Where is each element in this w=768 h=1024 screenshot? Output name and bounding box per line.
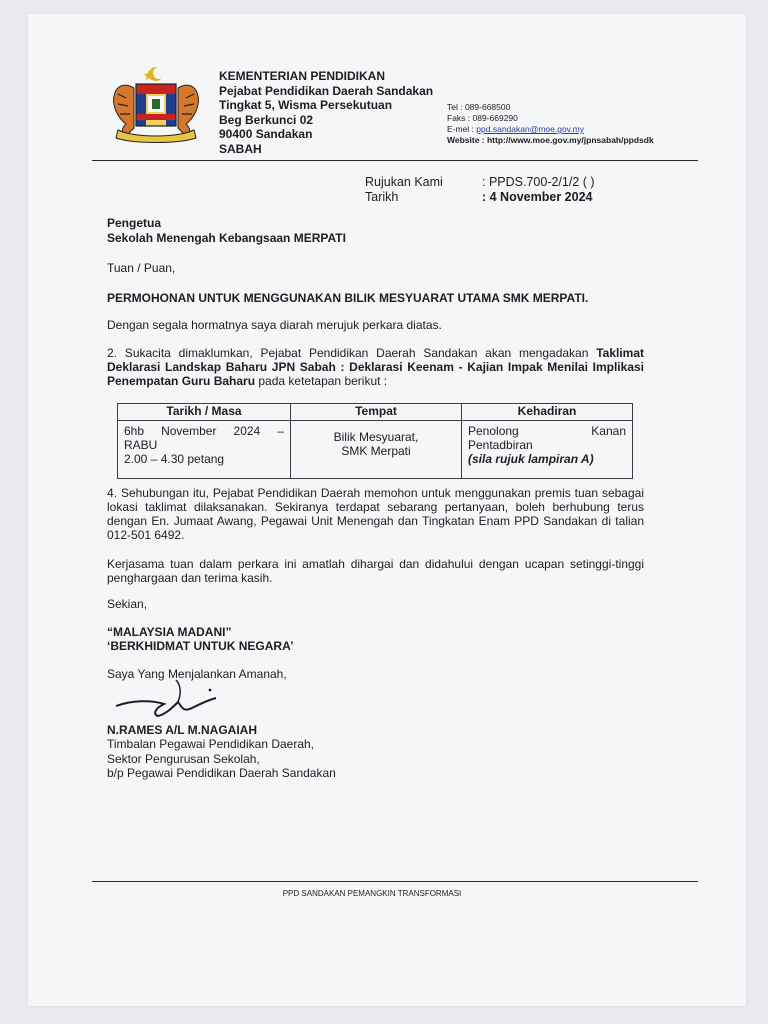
col-header-attendance: Kehadiran xyxy=(462,404,633,421)
signer-sector: Sektor Pengurusan Sekolah, xyxy=(107,752,260,766)
date-year: 2024 xyxy=(233,424,261,438)
ministry-name: KEMENTERIAN PENDIDIKAN xyxy=(219,69,386,83)
website-line[interactable]: Website : http://www.moe.gov.my/jpnsabah/ppdsdk xyxy=(447,135,654,145)
date-value: : 4 November 2024 xyxy=(482,190,593,204)
school-prefix: Sekolah Menengah Kebangsaan xyxy=(107,231,294,245)
closing: Sekian, xyxy=(107,597,148,611)
office-name: Pejabat Pendidikan Daerah Sandakan xyxy=(219,83,434,98)
address-line: Beg Berkunci 02 xyxy=(219,112,314,127)
opening-paragraph: Dengan segala hormatnya saya diarah merujuk perkara diatas. xyxy=(107,318,442,332)
place-line: Bilik Mesyuarat, xyxy=(333,430,419,444)
school-name: MERPATI xyxy=(293,231,346,245)
paragraph-4: 4. Sehubungan itu, Pejabat Pendidikan Daerah memohon untuk menggunakan premis tuan sebagai lokasi taklimat dilaksanakan. Sekiranya terdapat sebarang pertanyaan, boleh berhubung terus dengan En. Jumaat Awang, Pegawai Unit Menengah dan Tingkatan Enam PPD Sandakan di talian 012-501 6492. xyxy=(107,486,644,542)
date-month: November xyxy=(161,424,217,438)
attendance-word: Kanan xyxy=(591,424,626,438)
reference-labels xyxy=(365,175,443,205)
cell-attendance xyxy=(462,421,633,479)
email-label: E-mel : xyxy=(447,124,474,134)
fax-line: Faks : 089-669290 xyxy=(447,113,518,123)
date-label: Tarikh xyxy=(365,190,399,204)
paragraph-5: Kerjasama tuan dalam perkara ini amatlah dihargai dan didahului dengan ucapan setinggi-tinggi penghargaan dan terima kasih. xyxy=(107,557,644,585)
attendance-word: Penolong xyxy=(468,424,519,438)
signer-title: Timbalan Pegawai Pendidikan Daerah, xyxy=(107,737,315,751)
email-line xyxy=(447,124,654,135)
tel-line: Tel : 089-668500 xyxy=(447,102,511,112)
letterhead-address xyxy=(219,69,433,156)
subject-line: PERMOHONAN UNTUK MENGGUNAKAN BILIK MESYUARAT UTAMA SMK MERPATI. xyxy=(107,291,589,305)
trust-line: Saya Yang Menjalankan Amanah, xyxy=(107,667,287,681)
reference-values xyxy=(482,175,595,205)
footer-divider xyxy=(92,881,698,882)
time-range: 2.00 – 4.30 petang xyxy=(124,452,225,466)
paragraph-2-intro: 2. Sukacita dimaklumkan, Pejabat Pendidikan Daerah Sandakan akan mengadakan xyxy=(107,346,589,360)
table-header-row xyxy=(118,404,633,421)
schedule-table xyxy=(117,403,633,479)
signer-name: N.RAMES A/L M.NAGAIAH xyxy=(107,723,257,737)
date-dash: – xyxy=(277,424,284,438)
paragraph-2-tail: pada ketetapan berikut : xyxy=(255,374,388,388)
col-header-place: Tempat xyxy=(291,404,462,421)
recipient-school xyxy=(107,231,346,246)
cell-date-time xyxy=(118,421,291,479)
attendance-line: Pentadbiran xyxy=(468,438,533,452)
reference-label: Rujukan Kami xyxy=(365,175,443,189)
letterhead-contact xyxy=(447,102,654,146)
date-day: 6hb xyxy=(124,424,145,438)
address-line: 90400 Sandakan xyxy=(219,127,313,141)
reference-value: : PPDS.700-2/1/2 ( ) xyxy=(482,175,595,189)
paragraph-2-event: Taklimat Deklarasi Landskap Baharu JPN Sabah : Deklarasi Keenam - Kajian Impak Menilai Implikasi Penempatan Guru Baharu xyxy=(107,346,644,388)
cell-place xyxy=(291,421,462,479)
header-divider xyxy=(92,160,698,161)
footer-motto: PPD SANDAKAN PEMANGKIN TRANSFORMASI xyxy=(282,889,462,898)
signature-icon xyxy=(112,678,232,724)
place-line: SMK Merpati xyxy=(341,444,411,458)
weekday: RABU xyxy=(124,438,158,452)
recipient-title: Pengetua xyxy=(107,216,162,230)
date-line xyxy=(124,424,284,438)
email-link[interactable]: ppd.sandakan@moe.gov.my xyxy=(476,124,584,134)
attendance-line xyxy=(468,424,626,438)
table-row xyxy=(118,421,633,479)
salutation: Tuan / Puan, xyxy=(107,261,176,275)
address-line: Tingkat 5, Wisma Persekutuan xyxy=(219,98,393,112)
slogan-1: “MALAYSIA MADANI” xyxy=(107,625,232,639)
address-line: SABAH xyxy=(219,141,262,156)
paragraph-2 xyxy=(107,346,644,388)
coat-of-arms-icon xyxy=(104,64,208,144)
col-header-date: Tarikh / Masa xyxy=(118,404,291,421)
signer-office: b/p Pegawai Pendidikan Daerah Sandakan xyxy=(107,766,336,780)
attendance-note: (sila rujuk lampiran A) xyxy=(468,452,594,466)
slogan-2: ‘BERKHIDMAT UNTUK NEGARA’ xyxy=(107,639,294,653)
recipient-block xyxy=(107,216,346,246)
